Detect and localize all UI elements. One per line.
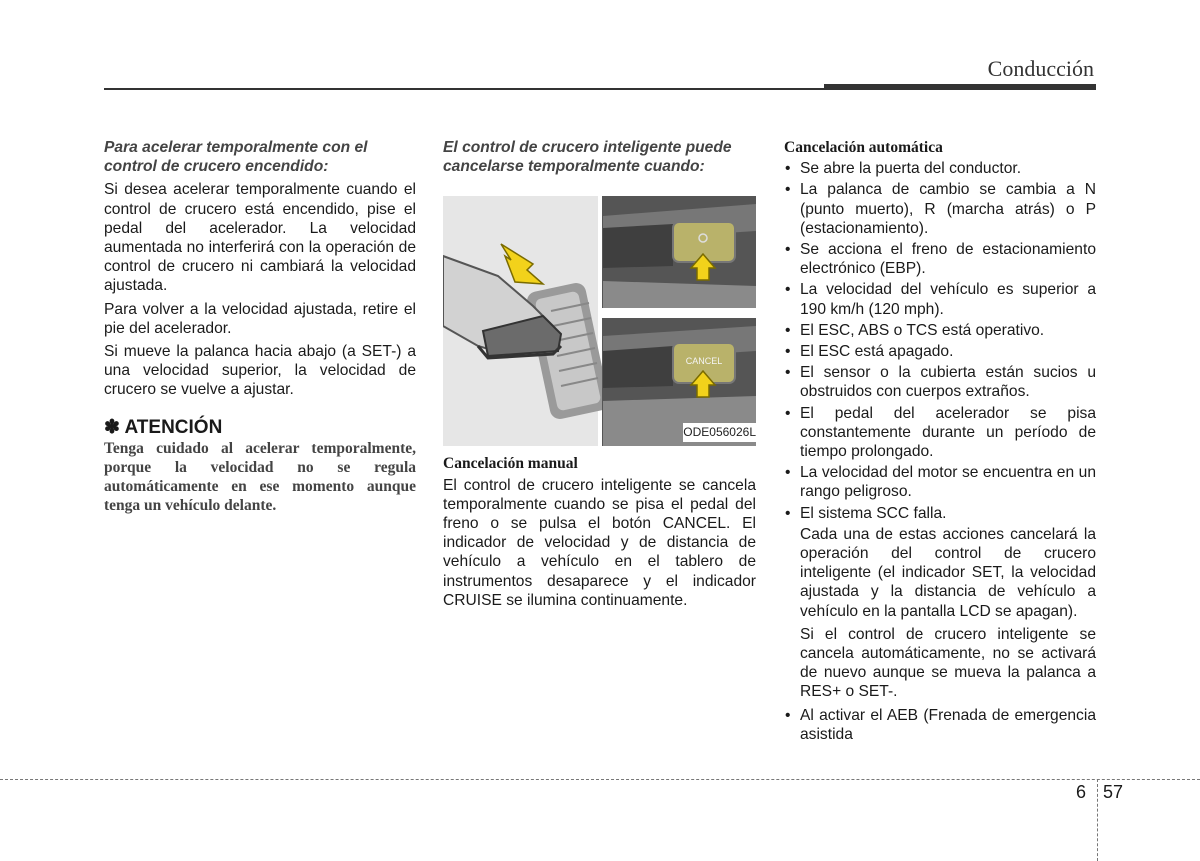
page-number: 57	[1103, 782, 1124, 802]
list-item: • El ESC, ABS o TCS está operativo.	[784, 321, 1096, 340]
cancel-button-label: CANCEL	[685, 356, 723, 367]
paragraph: Si desea acelerar temporalmente cuando el control de crucero está encendido, pise el pedal del acelerador. La velocidad aumentada no interferirá con la operación de control de crucero ni cambiará la velocidad ajustada.	[104, 181, 416, 295]
attention-title: ✽ ATENCIÓN	[104, 416, 223, 438]
switch-top	[603, 204, 756, 308]
paragraph: Si mueve la palanca hacia abajo (a SET-) a una velocidad superior, la velocidad de crucero se vuelve a ajustar.	[104, 343, 416, 399]
column-left	[104, 138, 416, 515]
list-item: • El sistema SCC falla.	[784, 504, 1096, 523]
section-heading: Para acelerar temporalmente con el control de crucero encendido:	[104, 139, 368, 176]
manual-cancel-title: Cancelación manual	[443, 455, 578, 473]
auto-cancel-title: Cancelación automática	[784, 139, 943, 156]
note-paragraph: Si el control de crucero inteligente se cancela automáticamente, no se activará de nuevo aunque se mueva la palanca a RES+ o SET-.	[800, 625, 1096, 701]
list-item: • El pedal del acelerador se pisa constantemente durante un período de tiempo prolongado.	[784, 404, 1096, 462]
header-rule-accent	[824, 84, 1096, 90]
paragraph: El control de crucero inteligente se cancela temporalmente cuando se pisa el pedal del freno o se pulsa el botón CANCEL. El indicador de velocidad y de distancia de vehículo a vehículo en el tablero de instrumentos desaparece y el indicador CRUISE se ilumina continuamente.	[443, 476, 756, 609]
section-heading: El control de crucero inteligente puede cancelarse temporalmente cuando:	[443, 139, 732, 176]
illustration	[443, 196, 756, 446]
list-item: • La velocidad del vehículo es superior a 190 km/h (120 mph).	[784, 280, 1096, 318]
footer-vertical-divider	[1097, 779, 1098, 861]
column-right	[784, 138, 1096, 746]
list-item: • Se acciona el freno de estacionamiento electrónico (EBP).	[784, 240, 1096, 278]
list-item: • Al activar el AEB (Frenada de emergencia asistida	[784, 706, 1096, 744]
column-middle	[443, 138, 756, 614]
figure-code: ODE056026L	[683, 423, 756, 442]
list-item: • El sensor o la cubierta están sucios u obstruidos con cuerpos extraños.	[784, 363, 1096, 401]
list-item: • Se abre la puerta del conductor.	[784, 159, 1096, 178]
list-item: • La palanca de cambio se cambia a N (punto muerto), R (marcha atrás) o P (estacionamiento).	[784, 180, 1096, 238]
page-header-title: Conducción	[987, 56, 1094, 81]
paragraph: Para volver a la velocidad ajustada, retire el pie del acelerador.	[104, 300, 416, 337]
note-paragraph: Cada una de estas acciones cancelará la operación del control de crucero inteligente (el indicador SET, la velocidad ajustada y la distancia de vehículo a vehículo en la pantalla LCD se apagan).	[800, 525, 1096, 620]
footer-divider	[0, 779, 1200, 780]
attention-text: Tenga cuidado al acelerar temporalmente, porque la velocidad no se regula automáticamente en ese momento aunque tenga un vehículo delante.	[104, 439, 416, 514]
auto-cancel-list	[784, 159, 1096, 523]
list-item: • La velocidad del motor se encuentra en un rango peligroso.	[784, 463, 1096, 501]
list-item: • El ESC está apagado.	[784, 342, 1096, 361]
chapter-number: 6	[1076, 782, 1087, 802]
figure-pedal-and-switch	[443, 196, 756, 446]
